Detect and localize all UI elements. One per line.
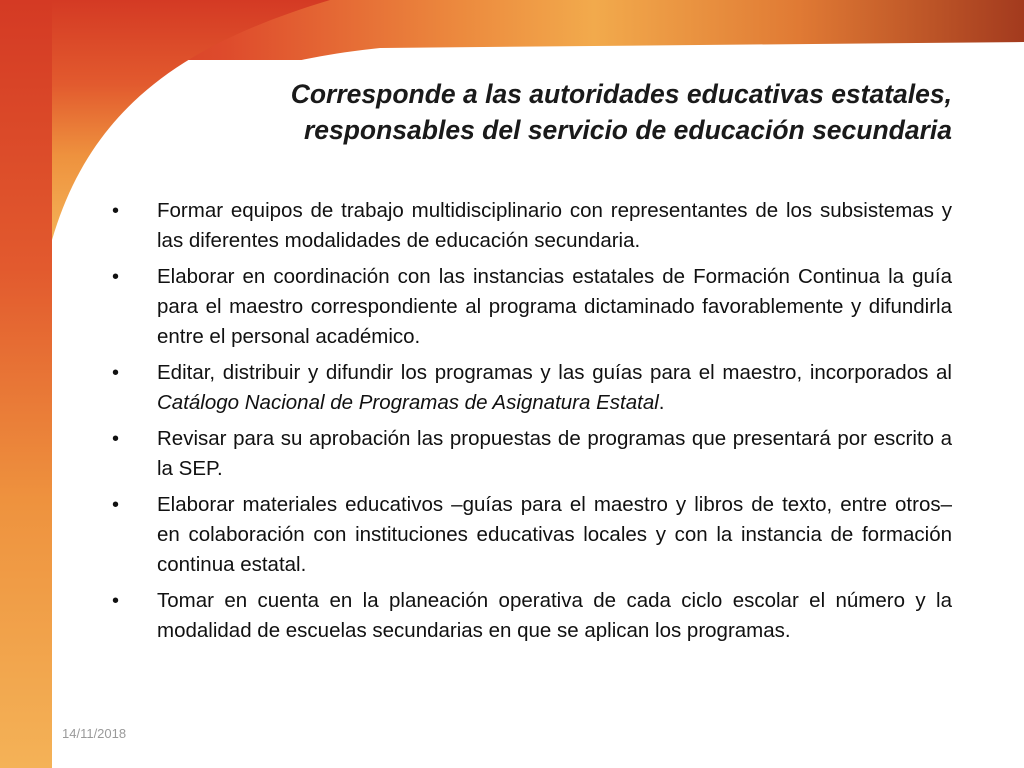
bullet-item (112, 490, 952, 580)
bullet-text: Formar equipos de trabajo multidisciplinario con representantes de los subsistemas y las diferentes modalidades de educación secundaria. (157, 199, 952, 252)
bullet-icon: • (112, 266, 120, 288)
bullet-text (157, 361, 952, 414)
bullet-icon: • (112, 494, 120, 516)
slide-title (160, 76, 952, 148)
bullet-list (112, 196, 952, 652)
slide-title-line-2: responsables del servicio de educación secundaria (303, 115, 952, 145)
slide-date: 14/11/2018 (62, 726, 127, 741)
bullet-item (112, 262, 952, 352)
slide-title-line-1: Corresponde a las autoridades educativas estatales, (290, 79, 952, 109)
bullet-text: Elaborar materiales educativos –guías para el maestro y libros de texto, entre otros– en colaboración con instituciones educativas locales y con la instancia de formación continua estatal. (157, 493, 952, 576)
catalog-title-italic: Catálogo Nacional de Programas de Asignatura Estatal (157, 391, 659, 414)
bullet-text-part: . (658, 391, 665, 414)
bullet-text: Revisar para su aprobación las propuestas de programas que presentará por escrito a la SEP. (157, 427, 952, 480)
bullet-icon: • (112, 362, 120, 384)
bullet-item (112, 358, 952, 418)
bullet-text-part: Editar, distribuir y difundir los programas y las guías para el maestro, incorporados al (157, 361, 952, 384)
bullet-icon: • (112, 590, 120, 612)
bullet-item (112, 424, 952, 484)
bullet-text: Elaborar en coordinación con las instancias estatales de Formación Continua la guía para el maestro correspondiente al programa dictaminado favorablemente y difundirla entre el personal académico. (157, 265, 952, 348)
bullet-icon: • (112, 428, 120, 450)
left-band (0, 0, 52, 768)
bullet-item (112, 196, 952, 256)
bullet-icon: • (112, 200, 120, 222)
bullet-item (112, 586, 952, 646)
bullet-text: Tomar en cuenta en la planeación operativa de cada ciclo escolar el número y la modalidad de escuelas secundarias en que se aplican los programas. (157, 589, 952, 642)
